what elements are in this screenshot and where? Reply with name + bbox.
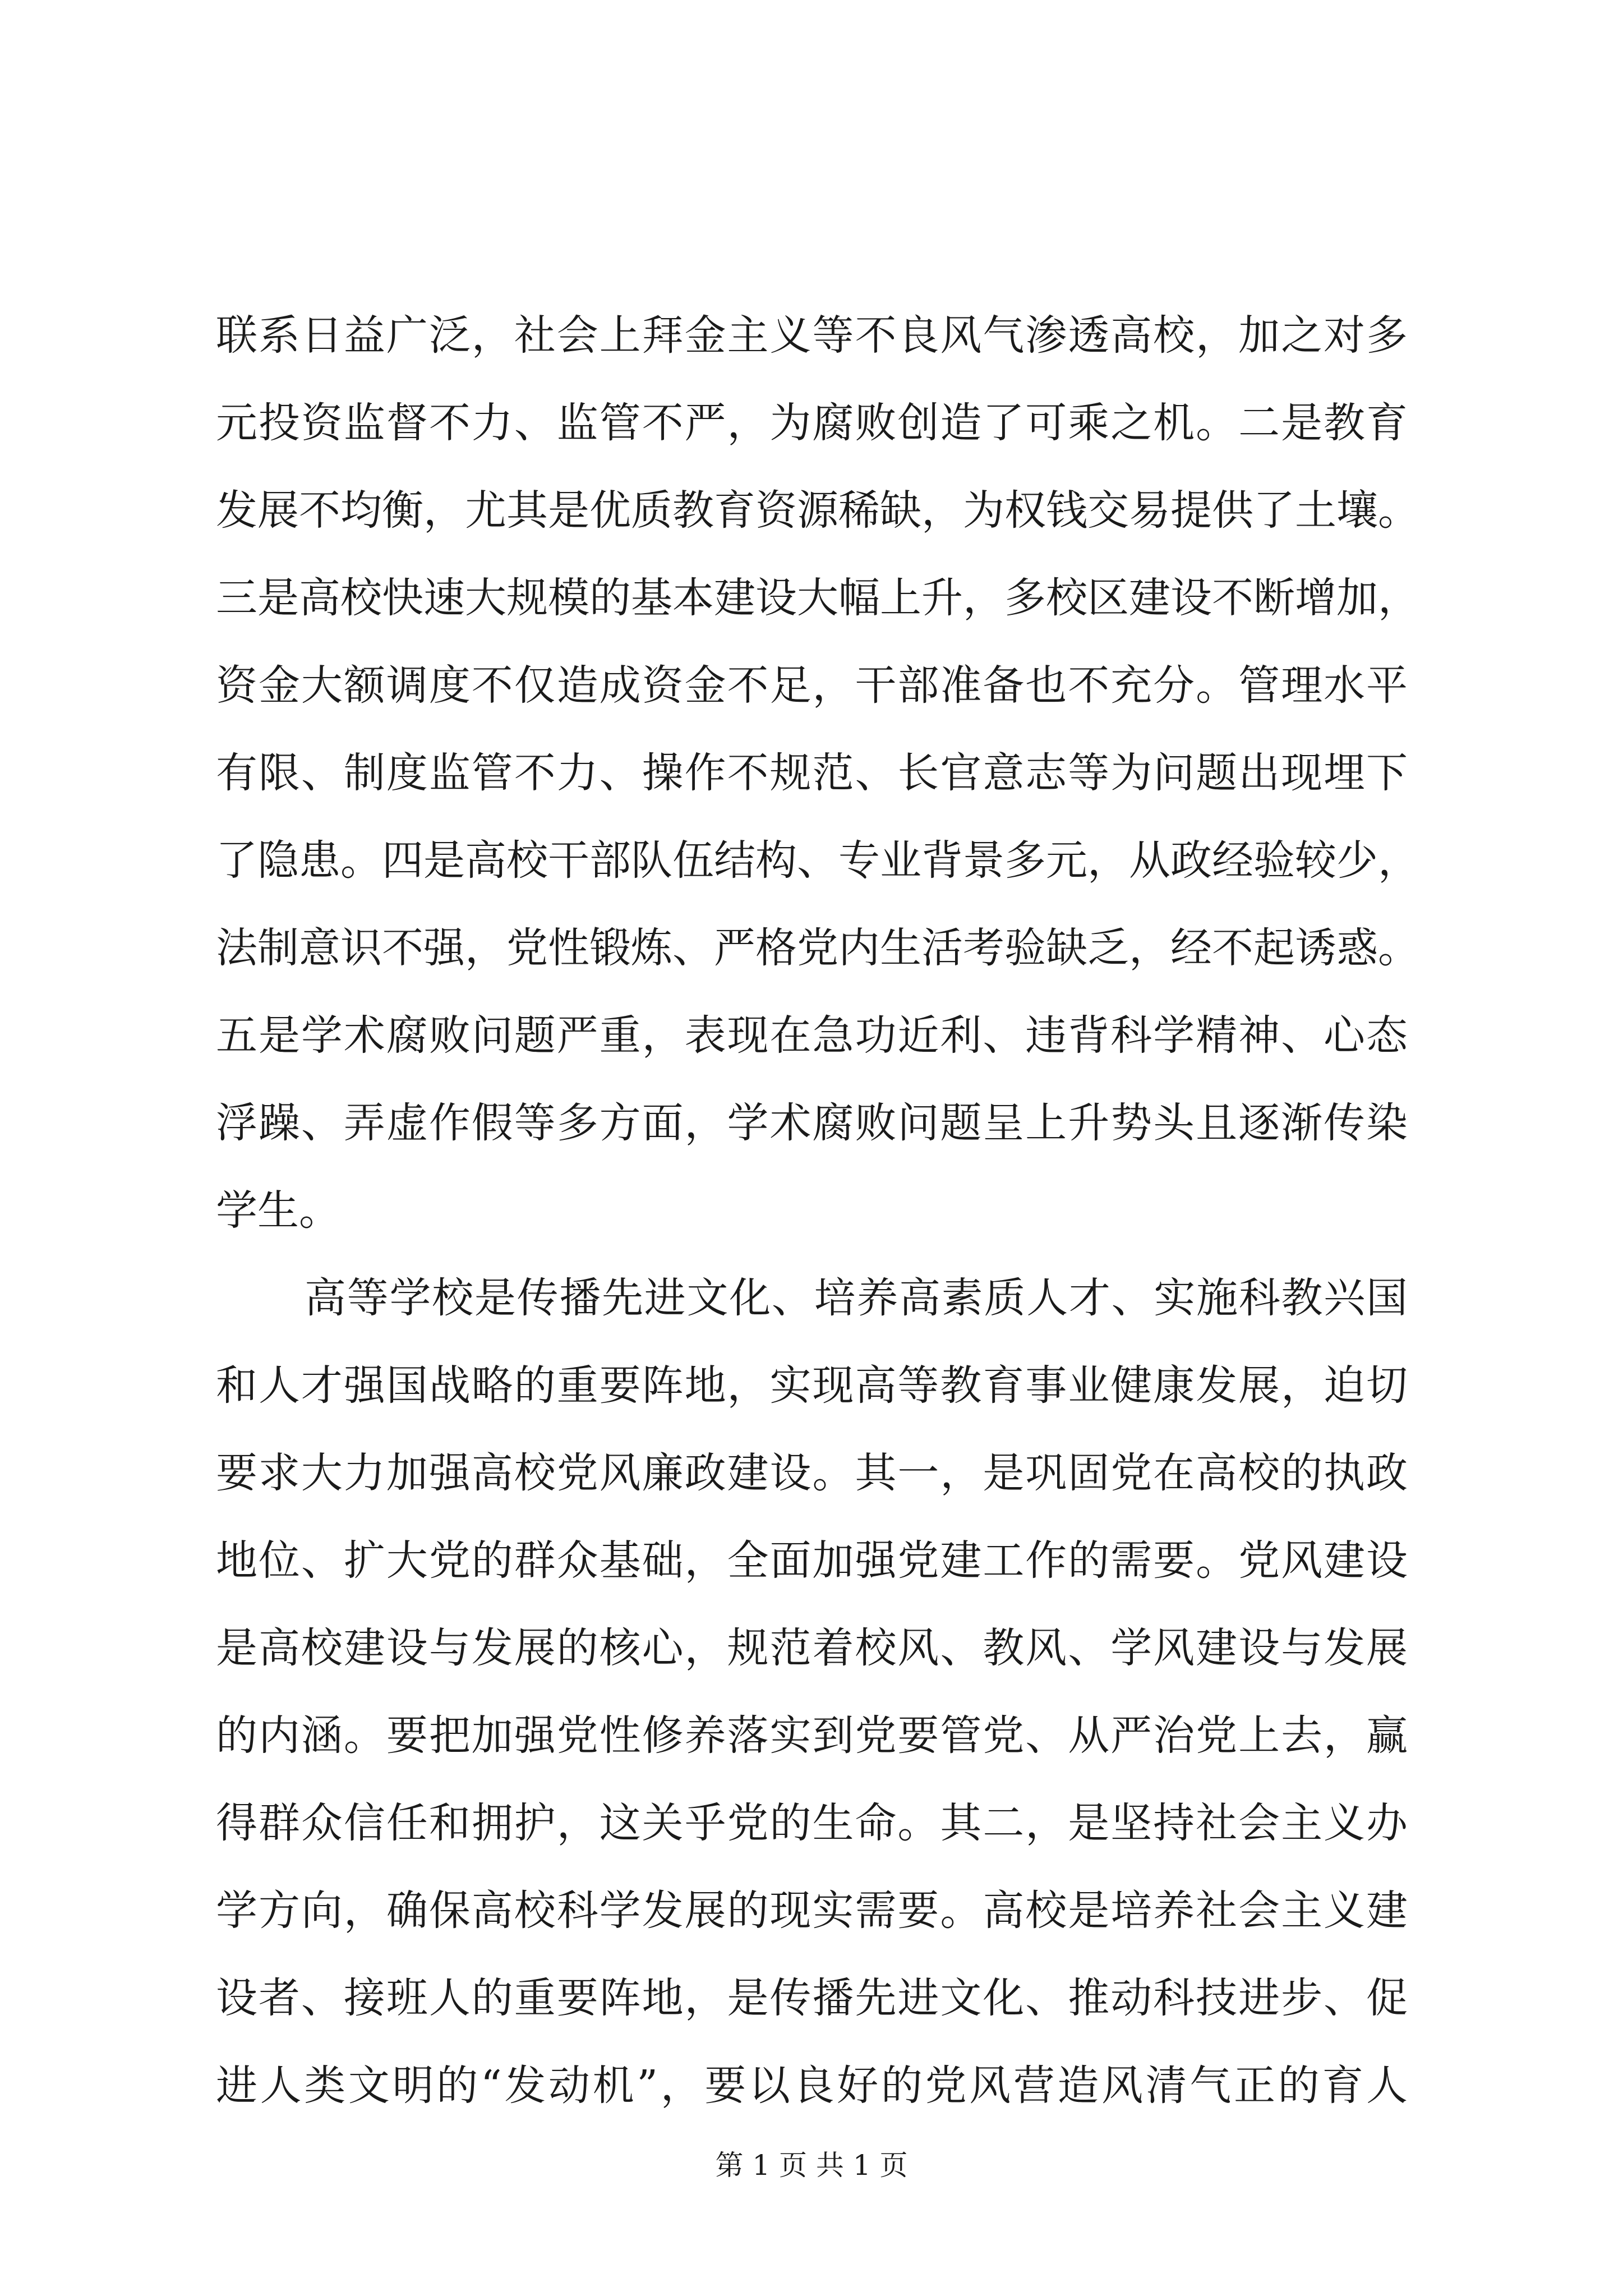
text-line: 三是高校快速大规模的基本建设大幅上升，多校区建设不断增加， <box>216 574 1419 622</box>
text-line: 五是学术腐败问题严重，表现在急功近利、违背科学精神、心态 <box>216 1011 1408 1060</box>
text-line: 学方向，确保高校科学发展的现实需要。高校是培养社会主义建 <box>216 1887 1408 1935</box>
text-line: 元投资监督不力、监管不严，为腐败创造了可乘之机。二是教育 <box>216 399 1408 447</box>
text-line: 设者、接班人的重要阵地，是传播先进文化、推动科技进步、促 <box>216 1974 1408 2022</box>
text-line: 法制意识不强，党性锻炼、严格党内生活考验缺乏，经不起诱惑。 <box>216 924 1419 972</box>
text-line: 发展不均衡，尤其是优质教育资源稀缺，为权钱交易提供了土壤。 <box>216 486 1419 535</box>
text-line: 联系日益广泛，社会上拜金主义等不良风气渗透高校，加之对多 <box>216 311 1408 360</box>
page-footer: 第 1 页 共 1 页 <box>715 2149 908 2182</box>
text-line: 进人类文明的“发动机”，要以良好的党风营造风清气正的育人 <box>216 2062 1408 2110</box>
text-line: 的内涵。要把加强党性修养落实到党要管党、从严治党上去，赢 <box>216 1711 1408 1760</box>
text-line: 浮躁、弄虚作假等多方面，学术腐败问题呈上升势头且逐渐传染 <box>216 1099 1408 1147</box>
text-line: 地位、扩大党的群众基础，全面加强党建工作的需要。党风建设 <box>216 1536 1408 1585</box>
text-line: 学生。 <box>216 1186 340 1235</box>
text-line: 资金大额调度不仅造成资金不足，干部准备也不充分。管理水平 <box>216 661 1408 710</box>
text-line: 了隐患。四是高校干部队伍结构、专业背景多元，从政经验较少， <box>216 836 1419 885</box>
text-line: 和人才强国战略的重要阵地，实现高等教育事业健康发展，迫切 <box>216 1361 1408 1410</box>
body-text <box>216 292 1419 2129</box>
text-line: 是高校建设与发展的核心，规范着校风、教风、学风建设与发展 <box>216 1624 1408 1672</box>
text-line: 要求大力加强高校党风廉政建设。其一，是巩固党在高校的执政 <box>216 1449 1408 1497</box>
text-line: 有限、制度监管不力、操作不规范、长官意志等为问题出现埋下 <box>216 749 1408 797</box>
text-line: 得群众信任和拥护，这关乎党的生命。其二，是坚持社会主义办 <box>216 1799 1408 1847</box>
text-line: 高等学校是传播先进文化、培养高素质人才、实施科教兴国 <box>305 1274 1408 1322</box>
